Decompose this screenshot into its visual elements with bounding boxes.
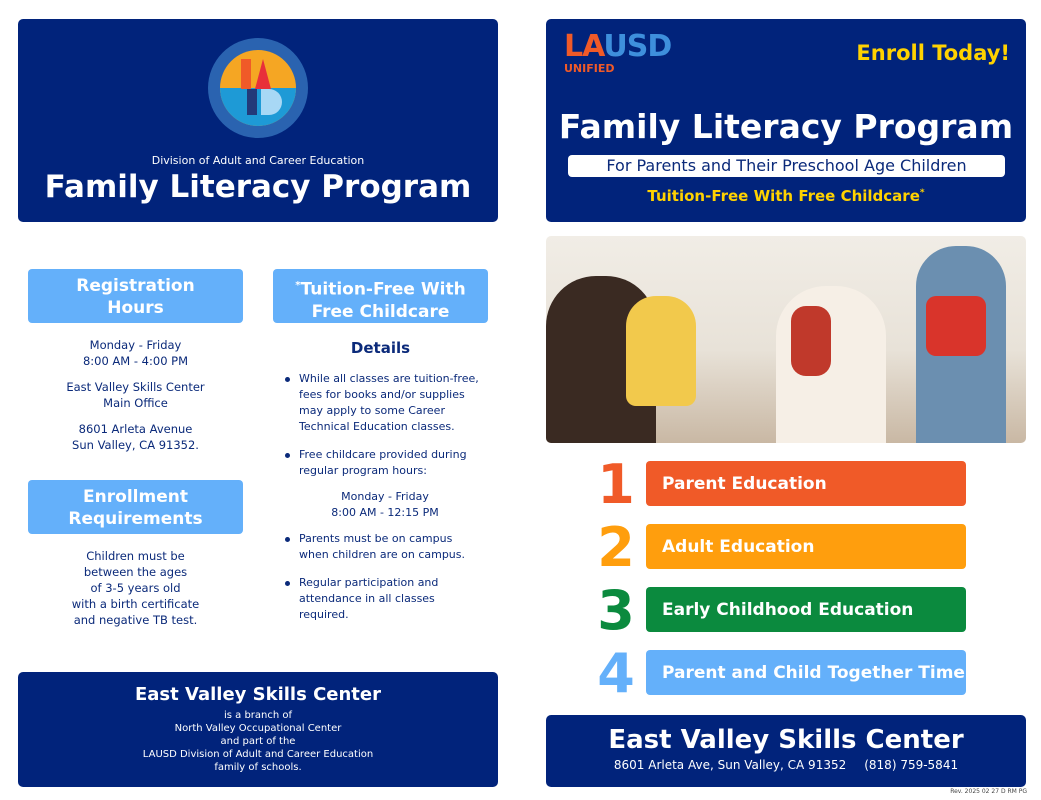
reg-street: 8601 Arleta Avenue: [78, 422, 193, 436]
number-4: 4: [597, 642, 635, 705]
component-adult-education: Adult Education: [646, 524, 966, 569]
family-photo: [546, 236, 1026, 443]
lausd-logo: [564, 31, 671, 74]
component-parent-child-time: Parent and Child Together Time: [646, 650, 966, 695]
program-title: Family Literacy Program: [558, 107, 1014, 146]
tagline-text: Tuition-Free With Free Childcare: [647, 187, 920, 205]
tuition-heading-text: Tuition-Free With Free Childcare: [300, 279, 466, 322]
logo-usd: USD: [603, 29, 672, 64]
enroll-line: of 3-5 years old: [90, 581, 181, 595]
childcare-hours: 8:00 AM - 12:15 PM: [331, 506, 439, 519]
right-header: [546, 19, 1026, 222]
footer-line: and part of the: [220, 736, 296, 747]
reg-city: Sun Valley, CA 91352.: [72, 438, 199, 452]
reg-hours: 8:00 AM - 4:00 PM: [82, 354, 189, 368]
footer-center-name: East Valley Skills Center: [608, 725, 964, 755]
tuition-heading: [273, 269, 488, 323]
number-3: 3: [597, 579, 635, 642]
enroll-line: with a birth certificate: [71, 597, 200, 611]
reg-days: Monday - Friday: [89, 338, 182, 352]
asterisk: *: [295, 280, 301, 291]
right-footer: [546, 715, 1026, 787]
registration-heading: Registration Hours: [28, 269, 243, 323]
footer-phone: (818) 759-5841: [864, 758, 959, 772]
footer-line: LAUSD Division of Adult and Career Education: [142, 749, 374, 760]
revision-note: Rev. 2025 02 27 D RM PG: [950, 788, 1027, 795]
footer-title: East Valley Skills Center: [134, 684, 381, 705]
list-item: Parents must be on campus when children are on campus.: [285, 531, 485, 563]
list-item: While all classes are tuition-free, fees for books and/or supplies may apply to some Career Technical Education classes.: [285, 371, 485, 435]
page-title: Family Literacy Program: [44, 169, 472, 205]
logo-la: LA: [564, 29, 604, 64]
enrollment-info: [28, 548, 243, 628]
tagline: [546, 187, 1026, 205]
division-label: Division of Adult and Career Education: [151, 154, 365, 167]
logo-unified: UNIFIED: [564, 62, 615, 75]
enroll-line: between the ages: [83, 565, 188, 579]
childcare-days: Monday - Friday: [341, 490, 429, 503]
reg-office: Main Office: [103, 396, 168, 410]
footer-line: North Valley Occupational Center: [174, 723, 342, 734]
enroll-line: and negative TB test.: [73, 613, 198, 627]
details-list: [285, 371, 485, 635]
registration-info: [28, 337, 243, 453]
enroll-today: Enroll Today!: [856, 41, 1010, 65]
component-parent-education: Parent Education: [646, 461, 966, 506]
details-title: Details: [350, 339, 411, 357]
footer-address: 8601 Arleta Ave, Sun Valley, CA 91352: [613, 758, 847, 772]
enrollment-heading: Enrollment Requirements: [28, 480, 243, 534]
component-early-childhood: Early Childhood Education: [646, 587, 966, 632]
asterisk: *: [919, 188, 925, 198]
left-header: [18, 19, 498, 222]
left-footer: [18, 672, 498, 787]
footer-line: is a branch of: [223, 710, 293, 721]
list-item: [285, 447, 485, 521]
program-subtitle: For Parents and Their Preschool Age Children: [568, 155, 1005, 177]
bullet-text: Free childcare provided during regular program hours:: [299, 448, 467, 477]
number-1: 1: [597, 453, 635, 516]
footer-line: family of schools.: [214, 762, 302, 773]
enroll-line: Children must be: [86, 549, 185, 563]
list-item: Regular participation and attendance in all classes required.: [285, 575, 485, 623]
lausd-seal-logo: [207, 37, 309, 139]
number-2: 2: [597, 516, 635, 579]
reg-place: East Valley Skills Center: [66, 380, 205, 394]
